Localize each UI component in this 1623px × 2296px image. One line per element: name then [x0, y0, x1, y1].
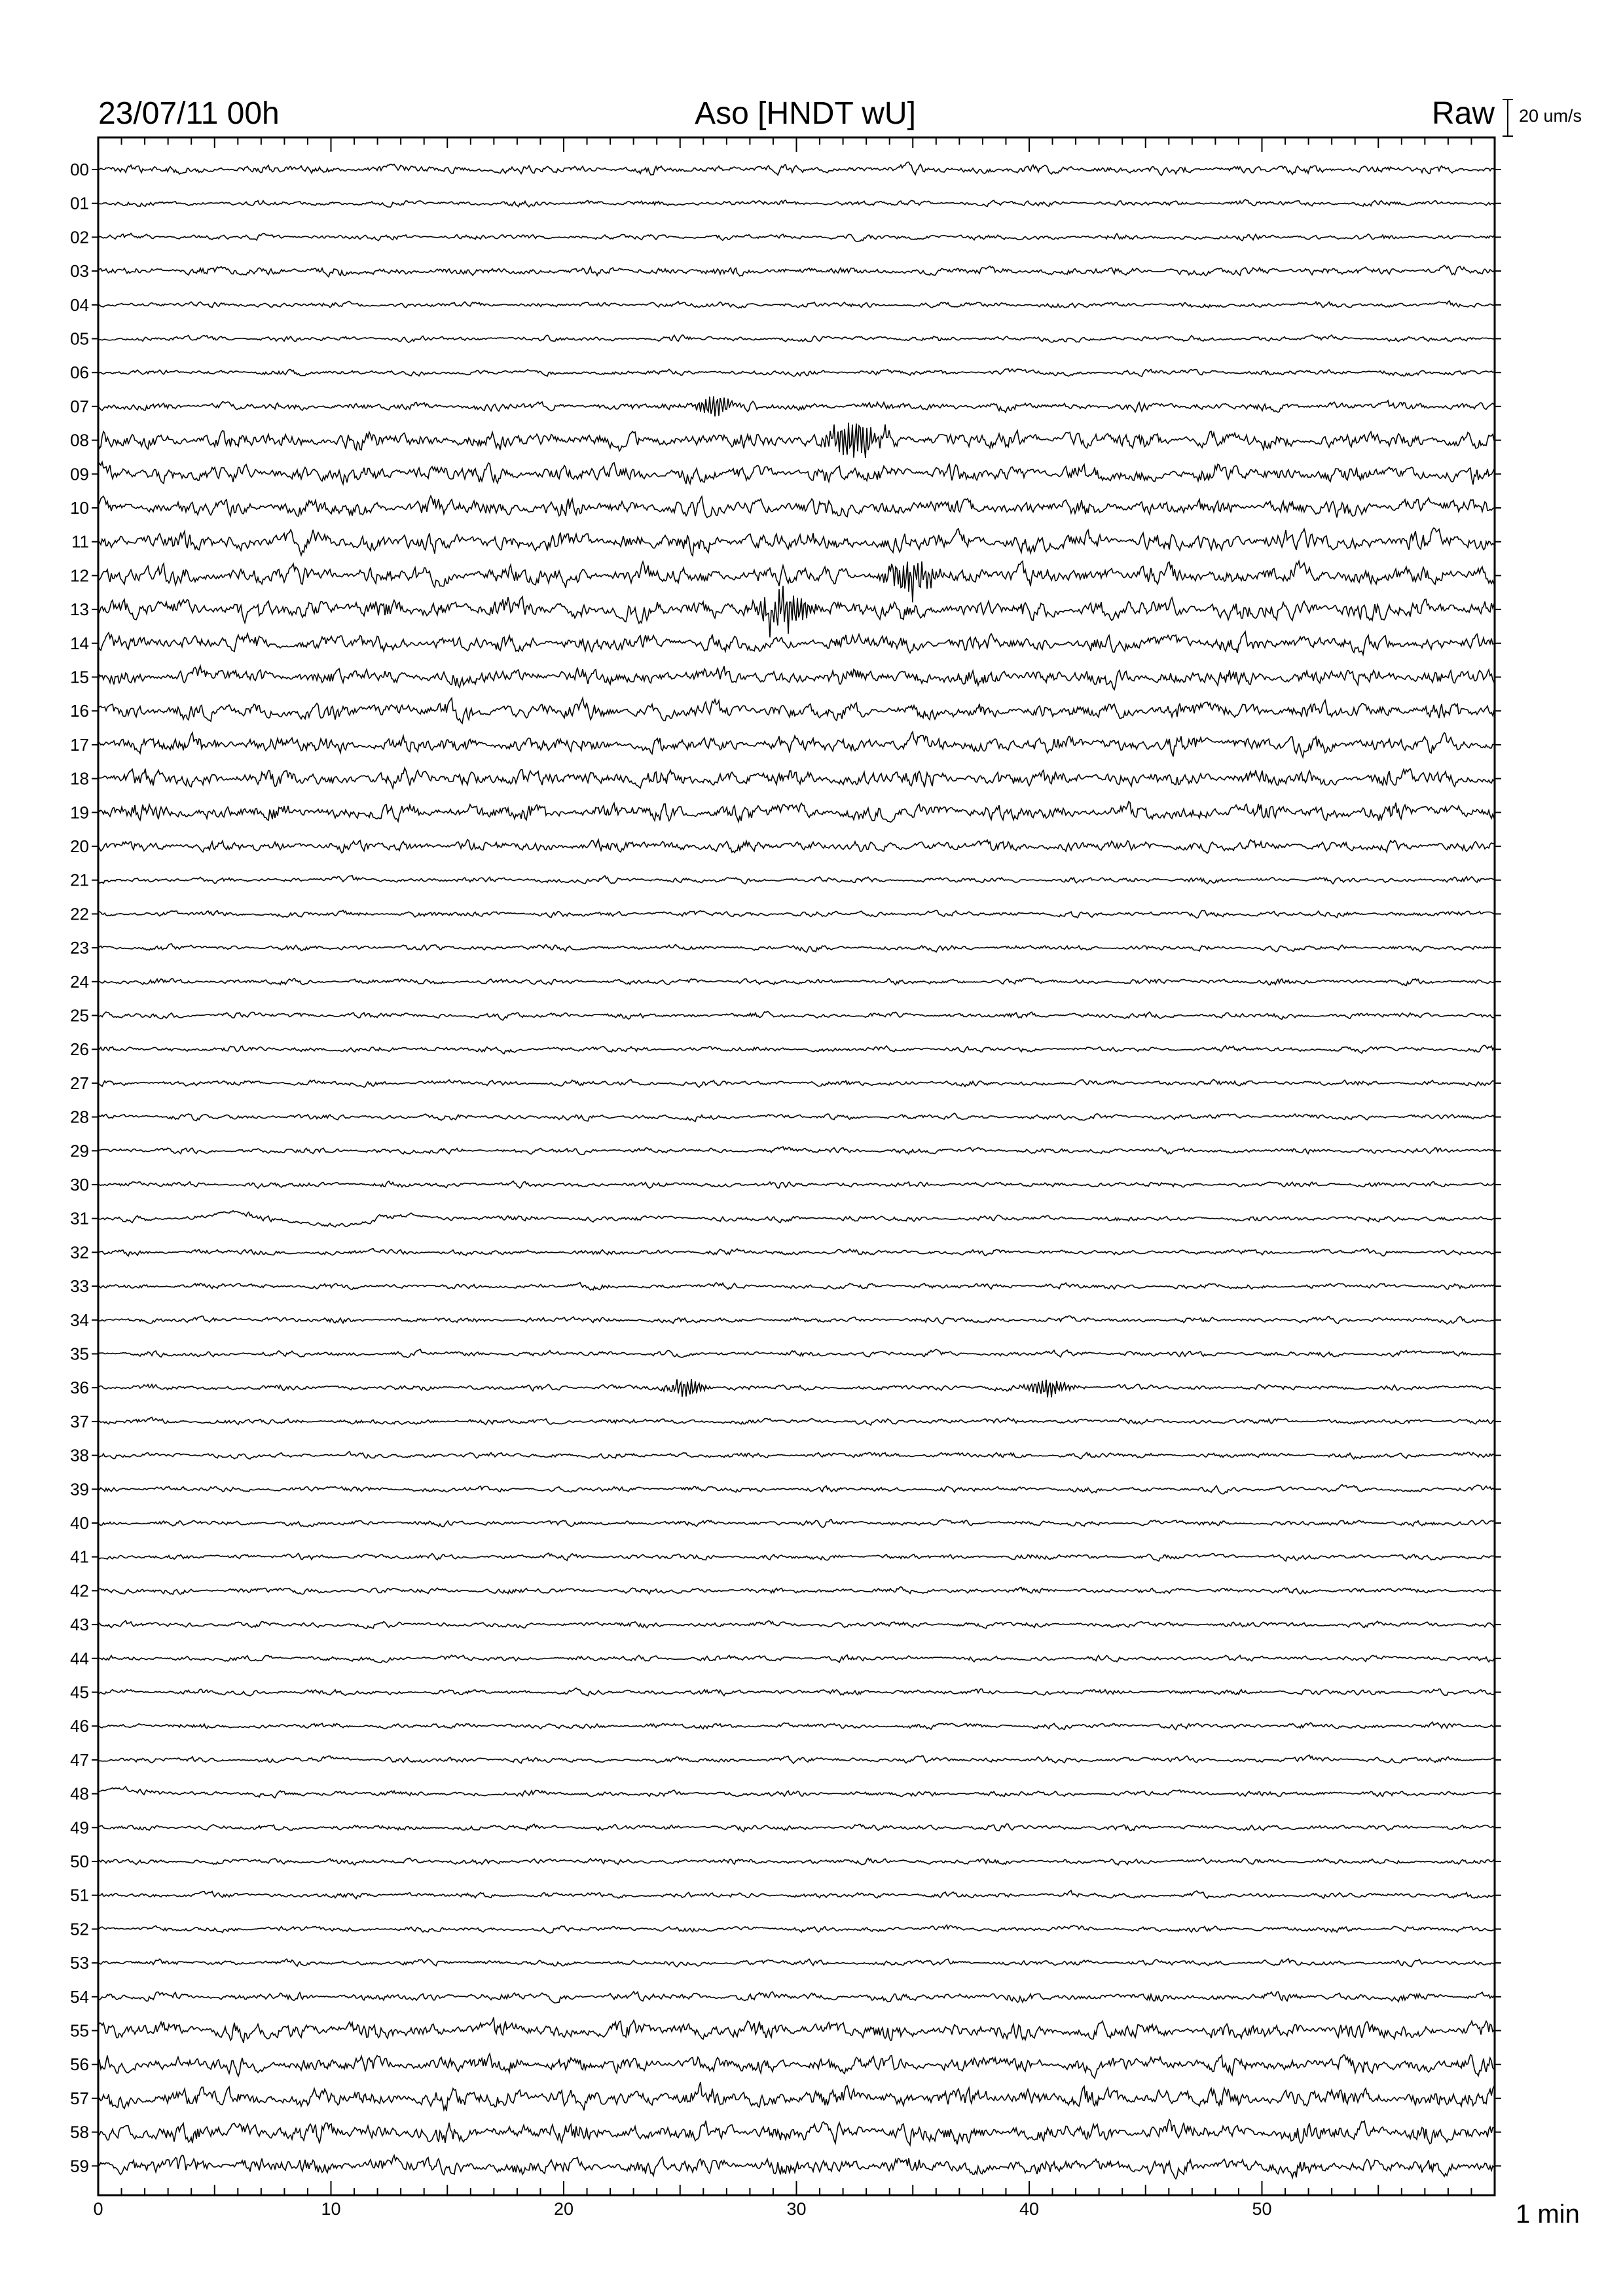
time-unit-label: 1 min — [1516, 2200, 1580, 2229]
row-hour-label: 50 — [70, 1852, 89, 1871]
row-hour-label: 55 — [70, 2020, 89, 2041]
row-hour-label: 25 — [70, 1005, 89, 1026]
seismic-trace-row-42 — [98, 1587, 1494, 1594]
row-hour-label: 57 — [70, 2088, 89, 2108]
row-hour-label: 51 — [70, 1885, 89, 1905]
trace-group — [98, 162, 1494, 2179]
seismic-trace-row-47 — [98, 1755, 1494, 1763]
time-tick-label: 0 — [93, 2199, 103, 2219]
seismic-trace-row-04 — [98, 301, 1494, 308]
row-hour-label: 54 — [70, 1986, 89, 2007]
seismic-trace-row-14 — [98, 632, 1494, 655]
seismic-trace-row-40 — [98, 1520, 1494, 1528]
row-hour-label: 14 — [70, 633, 89, 653]
seismic-trace-row-07 — [98, 397, 1494, 417]
time-tick-label: 30 — [786, 2199, 807, 2219]
row-hour-label: 43 — [70, 1615, 89, 1635]
row-hour-label: 39 — [70, 1479, 89, 1499]
seismic-trace-row-28 — [98, 1113, 1494, 1122]
row-hour-label: 08 — [70, 430, 89, 450]
row-hour-label: 47 — [70, 1749, 89, 1770]
seismic-trace-row-06 — [98, 368, 1494, 376]
time-label-group — [93, 2199, 1271, 2219]
seismic-trace-row-53 — [98, 1959, 1494, 1967]
row-hour-label: 41 — [70, 1547, 89, 1567]
chart-mode-label: Raw — [1431, 96, 1495, 131]
row-hour-label: 26 — [70, 1039, 89, 1060]
seismic-trace-row-11 — [98, 528, 1494, 556]
seismic-trace-row-51 — [98, 1890, 1494, 1899]
row-hour-label: 46 — [70, 1716, 89, 1736]
amplitude-scale-bar — [1503, 99, 1582, 136]
seismic-trace-row-09 — [98, 462, 1494, 484]
plot-frame — [98, 137, 1495, 2195]
time-tick-label: 40 — [1019, 2199, 1040, 2219]
seismic-trace-row-34 — [98, 1316, 1494, 1324]
seismic-trace-row-22 — [98, 910, 1494, 918]
row-hour-label: 35 — [70, 1344, 89, 1364]
seismic-trace-row-23 — [98, 944, 1494, 952]
row-hour-label: 19 — [70, 802, 89, 823]
seismic-trace-row-17 — [98, 732, 1494, 757]
seismic-trace-row-08 — [98, 423, 1494, 458]
row-hour-label: 07 — [70, 396, 89, 416]
row-hour-label: 40 — [70, 1513, 89, 1533]
row-hour-label: 10 — [70, 498, 89, 518]
seismic-trace-row-49 — [98, 1824, 1494, 1832]
seismic-trace-row-36 — [98, 1379, 1494, 1397]
chart-title: Aso [HNDT wU] — [695, 96, 916, 131]
chart-date-hour: 23/07/11 00h — [98, 96, 280, 131]
row-hour-label: 17 — [70, 734, 89, 755]
seismic-trace-row-31 — [98, 1211, 1494, 1227]
row-hour-label: 05 — [70, 329, 89, 349]
seismic-trace-row-30 — [98, 1181, 1494, 1189]
seismic-trace-row-27 — [98, 1079, 1494, 1087]
seismic-trace-row-35 — [98, 1350, 1494, 1358]
row-hour-label: 53 — [70, 1953, 89, 1973]
row-hour-label: 56 — [70, 2054, 89, 2075]
row-hour-label: 36 — [70, 1378, 89, 1398]
row-hour-label: 38 — [70, 1445, 89, 1465]
row-hour-label: 44 — [70, 1648, 89, 1668]
seismic-trace-row-52 — [98, 1925, 1494, 1933]
seismic-trace-row-33 — [98, 1283, 1494, 1291]
seismic-trace-row-16 — [98, 698, 1494, 724]
seismic-trace-row-05 — [98, 335, 1494, 343]
row-hour-label: 37 — [70, 1411, 89, 1431]
seismic-trace-row-43 — [98, 1621, 1494, 1628]
seismic-trace-row-12 — [98, 561, 1494, 602]
seismic-trace-row-10 — [98, 496, 1494, 518]
seismic-trace-row-26 — [98, 1045, 1494, 1054]
row-hour-label: 34 — [70, 1310, 89, 1330]
row-hour-label: 31 — [70, 1208, 89, 1229]
row-hour-label: 45 — [70, 1682, 89, 1702]
scale-bar-label: 20 um/s — [1519, 106, 1582, 126]
seismic-trace-row-48 — [98, 1787, 1494, 1798]
row-label-group — [70, 160, 89, 2176]
row-hour-label: 21 — [70, 870, 89, 890]
row-hour-label: 33 — [70, 1276, 89, 1297]
time-tick-label: 50 — [1252, 2199, 1272, 2219]
seismic-trace-row-00 — [98, 162, 1494, 176]
row-hour-label: 22 — [70, 904, 89, 924]
row-hour-label: 13 — [70, 600, 89, 620]
seismic-trace-row-25 — [98, 1011, 1494, 1020]
seismic-trace-row-13 — [98, 586, 1494, 637]
seismic-trace-row-56 — [98, 2054, 1494, 2078]
seismic-trace-row-41 — [98, 1553, 1494, 1561]
time-tick-group — [98, 137, 1495, 2195]
row-hour-label: 12 — [70, 565, 89, 586]
seismic-trace-row-29 — [98, 1147, 1494, 1155]
row-hour-label: 24 — [70, 971, 89, 992]
seismic-trace-row-20 — [98, 840, 1494, 853]
row-hour-label: 16 — [70, 701, 89, 721]
seismic-trace-row-39 — [98, 1484, 1494, 1494]
seismic-trace-row-32 — [98, 1249, 1494, 1256]
row-hour-label: 01 — [70, 193, 89, 213]
row-hour-label: 23 — [70, 938, 89, 958]
seismic-trace-row-50 — [98, 1858, 1494, 1865]
seismic-trace-row-57 — [98, 2082, 1494, 2111]
row-tick-group — [92, 170, 1501, 2166]
row-hour-label: 04 — [70, 295, 89, 315]
seismic-trace-row-46 — [98, 1722, 1494, 1730]
row-hour-label: 18 — [70, 768, 89, 789]
row-hour-label: 30 — [70, 1175, 89, 1194]
seismic-trace-row-45 — [98, 1688, 1494, 1696]
row-hour-label: 29 — [70, 1141, 89, 1161]
seismic-trace-row-55 — [98, 2017, 1494, 2043]
seismic-trace-row-03 — [98, 265, 1494, 277]
seismic-trace-row-38 — [98, 1452, 1494, 1460]
row-hour-label: 02 — [70, 227, 89, 247]
seismic-trace-row-21 — [98, 876, 1494, 884]
row-hour-label: 59 — [70, 2156, 89, 2176]
seismic-trace-row-44 — [98, 1655, 1494, 1663]
row-hour-label: 49 — [70, 1818, 89, 1838]
time-tick-label: 20 — [553, 2199, 574, 2219]
row-hour-label: 20 — [70, 836, 89, 856]
seismic-trace-row-59 — [98, 2155, 1494, 2179]
seismic-trace-row-58 — [98, 2119, 1494, 2145]
row-hour-label: 09 — [70, 464, 89, 484]
row-hour-label: 11 — [71, 531, 89, 552]
seismic-trace-row-37 — [98, 1417, 1494, 1425]
row-hour-label: 28 — [70, 1107, 89, 1127]
row-hour-label: 15 — [70, 667, 89, 687]
seismic-trace-row-02 — [98, 234, 1494, 242]
row-hour-label: 03 — [70, 261, 89, 281]
row-hour-label: 48 — [70, 1784, 89, 1804]
row-hour-label: 42 — [70, 1581, 89, 1601]
seismic-trace-row-01 — [98, 200, 1494, 207]
row-hour-label: 00 — [70, 160, 89, 179]
seismic-trace-row-15 — [98, 666, 1494, 690]
time-tick-label: 10 — [321, 2199, 341, 2219]
seismic-trace-row-18 — [98, 768, 1494, 788]
seismic-trace-row-24 — [98, 978, 1494, 986]
row-hour-label: 32 — [70, 1242, 89, 1263]
row-hour-label: 06 — [70, 363, 89, 383]
row-hour-label: 58 — [70, 2122, 89, 2142]
seismic-trace-row-54 — [98, 1992, 1494, 2003]
row-hour-label: 52 — [70, 1919, 89, 1939]
seismic-trace-row-19 — [98, 802, 1494, 823]
row-hour-label: 27 — [70, 1073, 89, 1093]
